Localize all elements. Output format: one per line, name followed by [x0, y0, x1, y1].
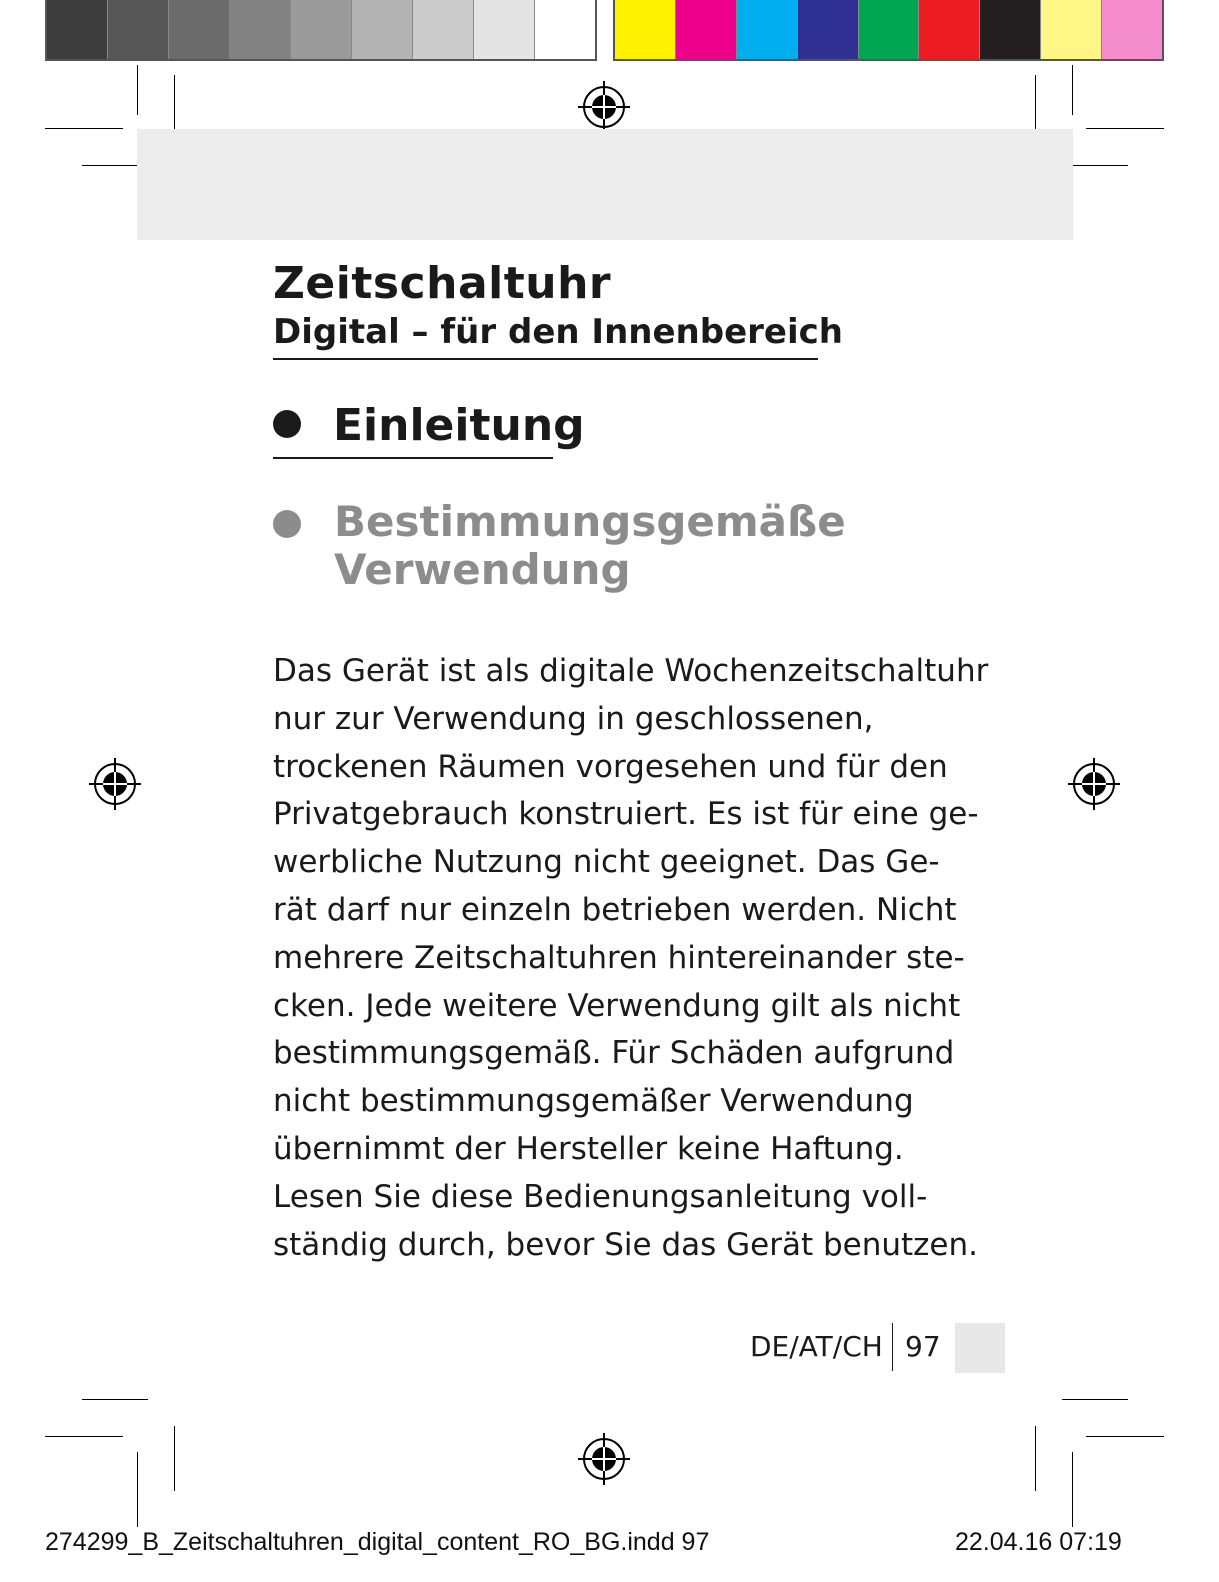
- crop-mark: [45, 1436, 123, 1437]
- crop-mark: [137, 65, 138, 115]
- body-line: cken. Jede weitere Verwendung gilt als nicht: [273, 987, 961, 1024]
- crop-mark: [1086, 128, 1164, 129]
- calibration-swatch: [1102, 0, 1162, 59]
- color-calibration-bar: [613, 0, 1164, 61]
- body-line: Lesen Sie diese Bedienungsanleitung voll-: [273, 1178, 928, 1215]
- footer-tab-box: [955, 1323, 1005, 1373]
- body-line: rät darf nur einzeln betrieben werden. Nicht: [273, 891, 957, 928]
- calibration-swatch: [737, 0, 798, 59]
- calibration-swatch: [230, 0, 291, 59]
- document-title: Zeitschaltuhr: [273, 258, 612, 309]
- slug-date-time: 22.04.16 07:19: [955, 1528, 1122, 1556]
- calibration-swatch: [1041, 0, 1102, 59]
- body-line: werbliche Nutzung nicht geeignet. Das Ge-: [273, 844, 940, 881]
- registration-mark-icon: [578, 1433, 630, 1485]
- crop-mark: [1072, 1452, 1073, 1527]
- calibration-swatch: [980, 0, 1041, 59]
- calibration-swatch: [47, 0, 108, 59]
- document-subtitle: Digital – für den Innenbereich: [273, 312, 818, 360]
- header-band: [137, 129, 1073, 240]
- calibration-swatch: [169, 0, 230, 59]
- calibration-swatch: [535, 0, 595, 59]
- body-line: ständig durch, bevor Sie das Gerät benutzen.: [273, 1226, 979, 1263]
- footer-region-label: DE/AT/CH: [750, 1330, 883, 1363]
- body-line: bestimmungsgemäß. Für Schäden aufgrund: [273, 1035, 955, 1072]
- crop-mark: [1035, 1426, 1036, 1491]
- crop-mark: [45, 128, 123, 129]
- calibration-swatch: [798, 0, 859, 59]
- body-paragraph: [273, 648, 989, 1269]
- slug-file-info: 274299_B_Zeitschaltuhren_digital_content_RO_BG.indd 97: [45, 1528, 710, 1556]
- crop-mark: [174, 1426, 175, 1491]
- body-line: nur zur Verwendung in geschlossenen,: [273, 700, 874, 737]
- section-heading-line: Verwendung: [334, 545, 631, 594]
- registration-mark-icon: [89, 758, 141, 810]
- registration-mark-icon: [1068, 758, 1120, 810]
- body-line: Privatgebrauch konstruiert. Es ist für eine ge-: [273, 796, 979, 833]
- body-line: übernimmt der Hersteller keine Haftung.: [273, 1130, 904, 1167]
- body-line: Das Gerät ist als digitale Wochenzeitschaltuhr: [273, 653, 989, 689]
- body-line: nicht bestimmungsgemäßer Verwendung: [273, 1083, 914, 1120]
- calibration-swatch: [352, 0, 413, 59]
- crop-mark: [1086, 1436, 1164, 1437]
- section-heading-intro-text: Einleitung: [333, 400, 585, 451]
- section-heading-intended-use: [273, 498, 846, 594]
- grayscale-calibration-bar: [45, 0, 597, 61]
- registration-mark-icon: [578, 81, 630, 133]
- calibration-swatch: [291, 0, 352, 59]
- calibration-swatch: [859, 0, 920, 59]
- page-number: 97: [905, 1330, 941, 1363]
- section-heading-intro: [273, 400, 585, 459]
- calibration-swatch: [615, 0, 676, 59]
- bullet-icon: [273, 410, 301, 438]
- section-heading-line: Bestimmungsgemäße: [334, 497, 846, 546]
- calibration-swatch: [676, 0, 737, 59]
- bullet-icon: [273, 510, 301, 538]
- crop-mark: [137, 1452, 138, 1527]
- crop-mark: [1062, 1399, 1128, 1400]
- crop-mark: [82, 1399, 148, 1400]
- body-line: trockenen Räumen vorgesehen und für den: [273, 748, 948, 785]
- calibration-swatch: [108, 0, 169, 59]
- calibration-swatch: [474, 0, 535, 59]
- crop-mark: [1072, 65, 1073, 115]
- calibration-swatch: [413, 0, 474, 59]
- body-line: mehrere Zeitschaltuhren hintereinander ste-: [273, 939, 965, 976]
- footer-divider: [892, 1323, 893, 1371]
- calibration-swatch: [919, 0, 980, 59]
